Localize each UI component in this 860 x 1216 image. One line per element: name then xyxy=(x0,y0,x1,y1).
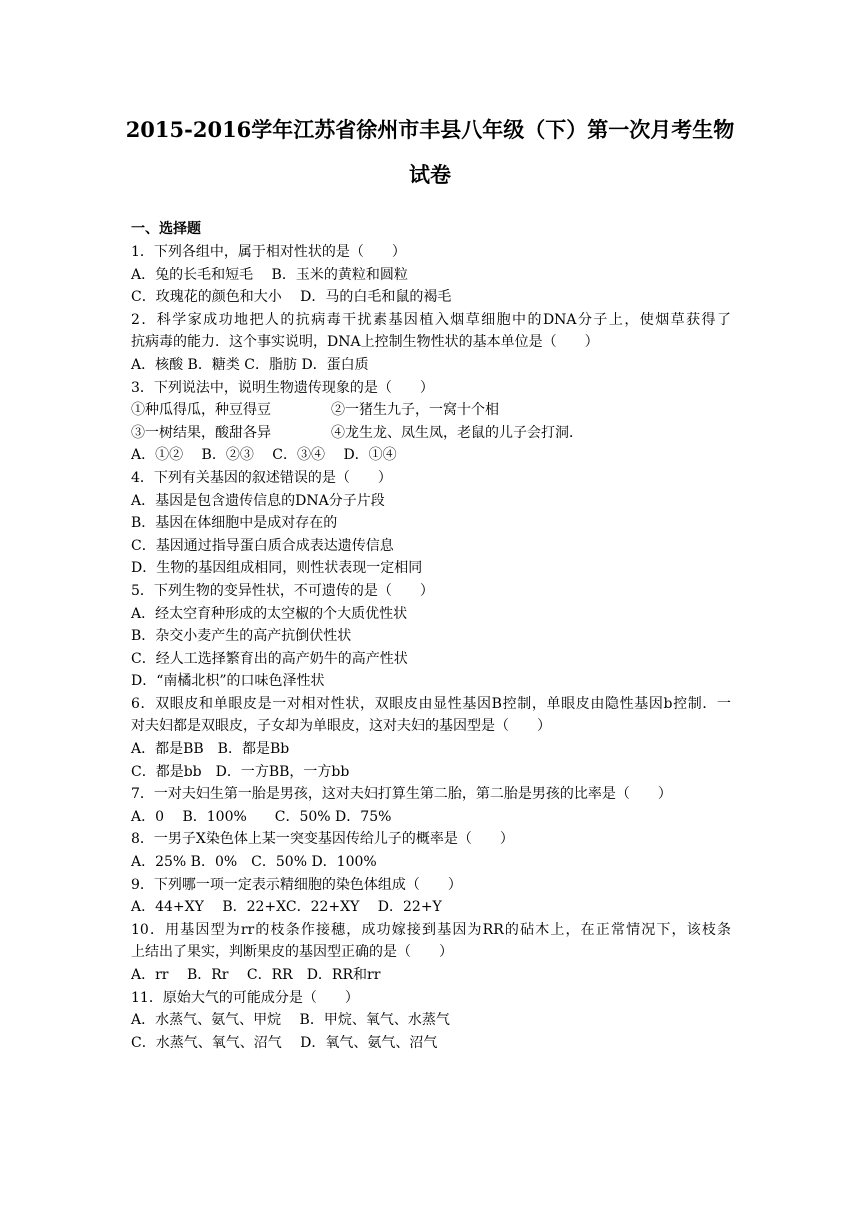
question-5-option-a: A．经太空育种形成的太空椒的个大质优性状 xyxy=(131,605,408,622)
statement-4: ④龙生龙、凤生凤，老鼠的儿子会打洞． xyxy=(331,424,583,441)
question-1: 1．下列各组中，属于相对性状的是（ ） xyxy=(131,244,406,260)
question-2-continued: 抗病毒的能力．这个事实说明，DNA上控制生物性状的基本单位是（ ） xyxy=(131,334,599,351)
page-title: 2015-2016学年江苏省徐州市丰县八年级（下）第一次月考生物 xyxy=(125,117,735,142)
question-4: 4．下列有关基因的叙述错误的是（ ） xyxy=(131,469,392,486)
question-10-options: A．rr B．Rr C．RR D．RR和rr xyxy=(131,967,381,983)
question-6-continued: 对夫妇都是双眼皮，子女却为单眼皮，这对夫妇的基因型是（ ） xyxy=(131,718,551,735)
question-9-options: A．44+XY B．22+XC．22+XY D．22+Y xyxy=(131,899,442,916)
question-6-options-ab: A．都是BB B．都是Bb xyxy=(131,741,290,758)
question-5: 5．下列生物的变异性状，不可遗传的是（ ） xyxy=(131,582,434,599)
question-6-options-cd: C．都是bb D．一方BB，一方bb xyxy=(131,763,350,780)
question-2: 2．科学家成功地把人的抗病毒干扰素基因植入烟草细胞中的DNA分子上，使烟草获得了 xyxy=(131,311,731,328)
statement-3: ③一树结果，酸甜各异 xyxy=(131,424,271,441)
statement-1: ①种瓜得瓜，种豆得豆 xyxy=(131,402,271,419)
question-4-option-d: D．生物的基因组成相同，则性状表现一定相同 xyxy=(131,560,423,577)
question-8-options: A．25% B．0% C．50% D．100% xyxy=(131,854,377,871)
question-4-option-b: B．基因在体细胞中是成对存在的 xyxy=(131,515,338,532)
question-7-options: A．0 B．100% C．50% D．75% xyxy=(131,808,392,825)
section-heading: 一、选择题 xyxy=(131,221,201,237)
question-3-options: A．①② B．②③ C．③④ D．①④ xyxy=(131,447,397,464)
question-11-options-ab: A．水蒸气、氨气、甲烷 B．甲烷、氧气、水蒸气 xyxy=(131,1012,450,1029)
statement-2: ②一猪生九子，一窝十个相 xyxy=(331,402,499,419)
question-8: 8．一男子X染色体上某一突变基因传给儿子的概率是（ ） xyxy=(131,831,514,848)
question-5-option-d: D．“南橘北枳”的口味色泽性状 xyxy=(131,673,325,690)
question-10-continued: 上结出了果实，判断果皮的基因型正确的是（ ） xyxy=(131,944,453,961)
question-1-options-cd: C．玫瑰花的颜色和大小 D．马的白毛和鼠的褐毛 xyxy=(131,289,452,306)
question-4-option-c: C．基因通过指导蛋白质合成表达遗传信息 xyxy=(131,537,394,554)
question-5-option-b: B．杂交小麦产生的高产抗倒伏性状 xyxy=(131,628,352,645)
question-10: 10．用基因型为rr的枝条作接穗，成功嫁接到基因为RR的砧木上，在正常情况下，该枝条 xyxy=(131,921,731,938)
question-9: 9．下列哪一项一定表示精细胞的染色体组成（ ） xyxy=(131,876,462,893)
question-11-options-cd: C．水蒸气、氧气、沼气 D．氧气、氨气、沼气 xyxy=(131,1034,438,1051)
question-3-statements-row1 xyxy=(131,399,731,422)
question-6: 6．双眼皮和单眼皮是一对相对性状，双眼皮由显性基因B控制，单眼皮由隐性基因b控制．一 xyxy=(131,695,731,712)
question-2-options: A．核酸 B．糖类 C．脂肪 D．蛋白质 xyxy=(131,356,369,373)
question-4-option-a: A．基因是包含遗传信息的DNA分子片段 xyxy=(131,492,385,509)
question-5-option-c: C．经人工选择繁育出的高产奶牛的高产性状 xyxy=(131,650,408,667)
question-list xyxy=(131,241,731,1054)
question-3: 3．下列说法中，说明生物遗传现象的是（ ） xyxy=(131,379,434,396)
question-3-statements-row2 xyxy=(131,422,731,445)
question-1-options-ab: A．兔的长毛和短毛 B．玉米的黄粒和圆粒 xyxy=(131,266,408,283)
question-11: 11．原始大气的可能成分是（ ） xyxy=(131,989,359,1006)
question-7: 7．一对夫妇生第一胎是男孩，这对夫妇打算生第二胎，第二胎是男孩的比率是（ ） xyxy=(131,786,672,803)
page-title-continued: 试卷 xyxy=(409,162,451,187)
